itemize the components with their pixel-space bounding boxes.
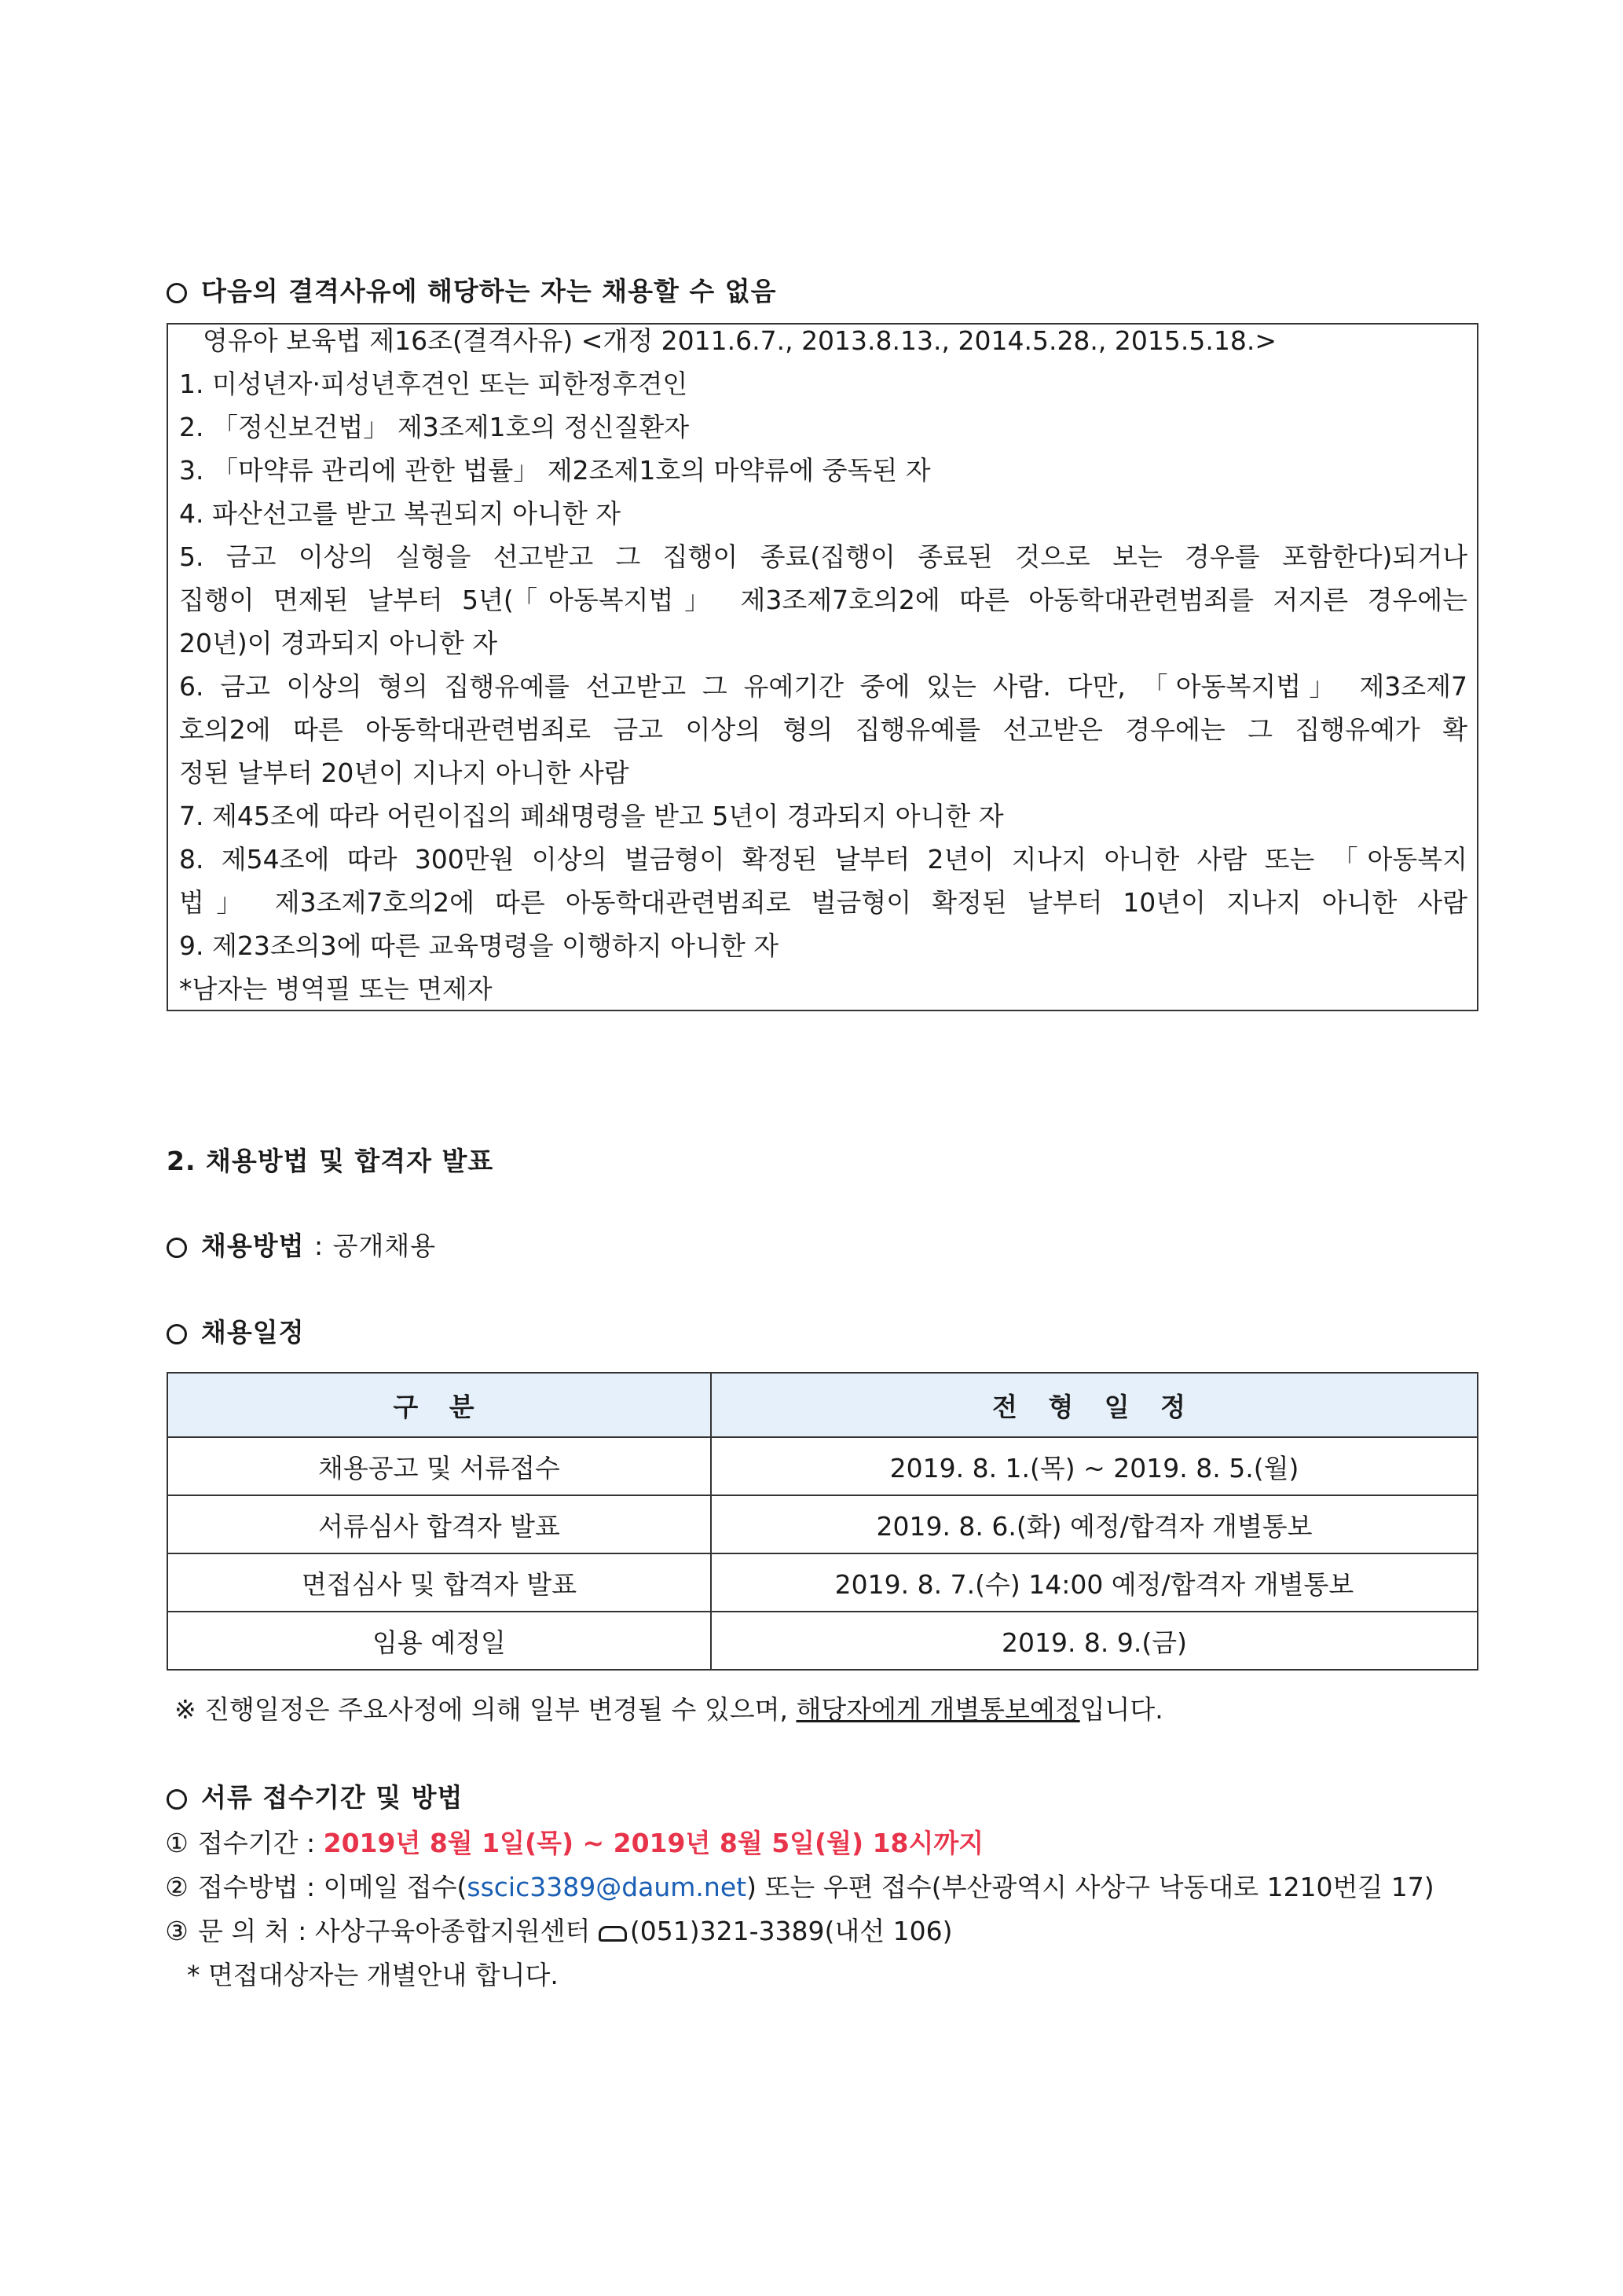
- table-cell: 서류심사 합격자 발표: [167, 1495, 711, 1553]
- hiring-method-value: : 공개채용: [314, 1231, 437, 1261]
- period-value: 2019년 8월 1일(목) ~ 2019년 8월 5일(월) 18시까지: [323, 1828, 984, 1858]
- hiring-method: [167, 1226, 436, 1263]
- box-line: 4. 파산선고를 받고 복권되지 아니한 자: [179, 498, 621, 529]
- item-number: ②: [165, 1872, 189, 1902]
- submission-method: [163, 1867, 1434, 1904]
- table-cell: 2019. 8. 1.(목) ~ 2019. 8. 5.(월): [711, 1437, 1478, 1495]
- circle-bullet-icon: [167, 1324, 187, 1344]
- table-row: [167, 1612, 1478, 1670]
- circle-bullet-icon: [167, 283, 187, 303]
- table-cell: 면접심사 및 합격자 발표: [167, 1553, 711, 1612]
- item-number: ①: [165, 1828, 189, 1858]
- email-link[interactable]: sscic3389@daum.net: [467, 1872, 747, 1902]
- box-line: 9. 제23조의3에 따른 교육명령을 이행하지 아니한 자: [179, 930, 779, 961]
- box-line: 호의2에 따른 아동학대관련범죄로 금고 이상의 형의 집행유예를 선고받은 경우에는 그 집행유예가 확: [179, 714, 1467, 745]
- table-row: [167, 1553, 1478, 1612]
- schedule-heading-text: 채용일정: [201, 1317, 305, 1348]
- table-cell: 2019. 8. 9.(금): [711, 1612, 1478, 1670]
- box-line: 7. 제45조에 따라 어린이집의 폐쇄명령을 받고 5년이 경과되지 아니한 자: [179, 801, 1004, 831]
- phone-icon: [599, 1926, 627, 1942]
- circle-bullet-icon: [167, 1789, 187, 1810]
- contact-info: [163, 1911, 952, 1948]
- method-rest: ) 또는 우편 접수(부산광역시 사상구 낙동대로 1210번길 17): [746, 1872, 1434, 1902]
- box-line: 2. 「정신보건법」 제3조제1호의 정신질환자: [179, 412, 690, 442]
- box-line: 3. 「마약류 관리에 관한 법률」 제2조제1호의 마약류에 중독된 자: [179, 455, 931, 486]
- period-label: 접수기간 :: [198, 1828, 324, 1858]
- table-cell: 임용 예정일: [167, 1612, 711, 1670]
- table-row: [167, 1437, 1478, 1495]
- submission-heading-text: 서류 접수기간 및 방법: [201, 1782, 463, 1813]
- box-line: 5. 금고 이상의 실형을 선고받고 그 집행이 종료(집행이 종료된 것으로 보는 경우를 포함한다)되거나: [179, 541, 1467, 572]
- note-underlined: 해당자에게 개별통보예정: [796, 1694, 1080, 1725]
- table-header-row: [167, 1373, 1478, 1437]
- contact-label: 문 의 처 : 사상구육아종합지원센터: [198, 1916, 599, 1946]
- schedule-note: [174, 1689, 1163, 1726]
- disqualification-heading: [167, 271, 777, 308]
- box-line: 정된 날부터 20년이 지나지 아니한 사람: [179, 757, 629, 788]
- note-suffix: 입니다.: [1079, 1694, 1163, 1725]
- box-line: *남자는 병역필 또는 면제자: [179, 974, 493, 1004]
- contact-phone: (051)321-3389(내선 106): [629, 1916, 953, 1946]
- hiring-method-label: 채용방법: [201, 1231, 305, 1261]
- disqualification-heading-text: 다음의 결격사유에 해당하는 자는 채용할 수 없음: [201, 276, 777, 306]
- interview-footnote: * 면접대상자는 개별안내 합니다.: [187, 1960, 559, 1990]
- table-cell: 채용공고 및 서류접수: [167, 1437, 711, 1495]
- disqualification-box: [167, 323, 1478, 1011]
- table-cell: 2019. 8. 6.(화) 예정/합격자 개별통보: [711, 1495, 1478, 1553]
- box-line: 8. 제54조에 따라 300만원 이상의 벌금형이 확정된 날부터 2년이 지나지 아니한 사람 또는 「아동복지: [179, 844, 1467, 875]
- table-header-schedule: 전 형 일 정: [711, 1373, 1478, 1437]
- box-line: 법」 제3조제7호의2에 따른 아동학대관련범죄로 벌금형이 확정된 날부터 10년이 지나지 아니한 사람: [179, 887, 1467, 918]
- schedule-table: [167, 1372, 1478, 1671]
- schedule-heading: [167, 1312, 305, 1349]
- method-label: 접수방법 : 이메일 접수(: [198, 1872, 467, 1902]
- box-line: 6. 금고 이상의 형의 집행유예를 선고받고 그 유예기간 중에 있는 사람. 다만, 「아동복지법」 제3조제7: [179, 671, 1467, 702]
- note-prefix: ※ 진행일정은 주요사정에 의해 일부 변경될 수 있으며,: [174, 1694, 797, 1725]
- box-line: 영유아 보육법 제16조(결격사유) <개정 2011.6.7., 2013.8.13., 2014.5.28., 2015.5.18.>: [203, 325, 1277, 356]
- box-line: 1. 미성년자·피성년후견인 또는 피한정후견인: [179, 369, 688, 399]
- table-header-category: 구 분: [167, 1373, 711, 1437]
- submission-period: [163, 1823, 984, 1860]
- item-number: ③: [165, 1916, 189, 1946]
- submission-heading: [167, 1777, 463, 1814]
- section2-title: 2. 채용방법 및 합격자 발표: [167, 1146, 494, 1176]
- table-row: [167, 1495, 1478, 1553]
- box-line: 집행이 면제된 날부터 5년(「아동복지법」 제3조제7호의2에 따른 아동학대관련범죄를 저지른 경우에는: [179, 585, 1467, 615]
- box-line: 20년)이 경과되지 아니한 자: [179, 628, 498, 658]
- table-cell: 2019. 8. 7.(수) 14:00 예정/합격자 개별통보: [711, 1553, 1478, 1612]
- circle-bullet-icon: [167, 1238, 187, 1258]
